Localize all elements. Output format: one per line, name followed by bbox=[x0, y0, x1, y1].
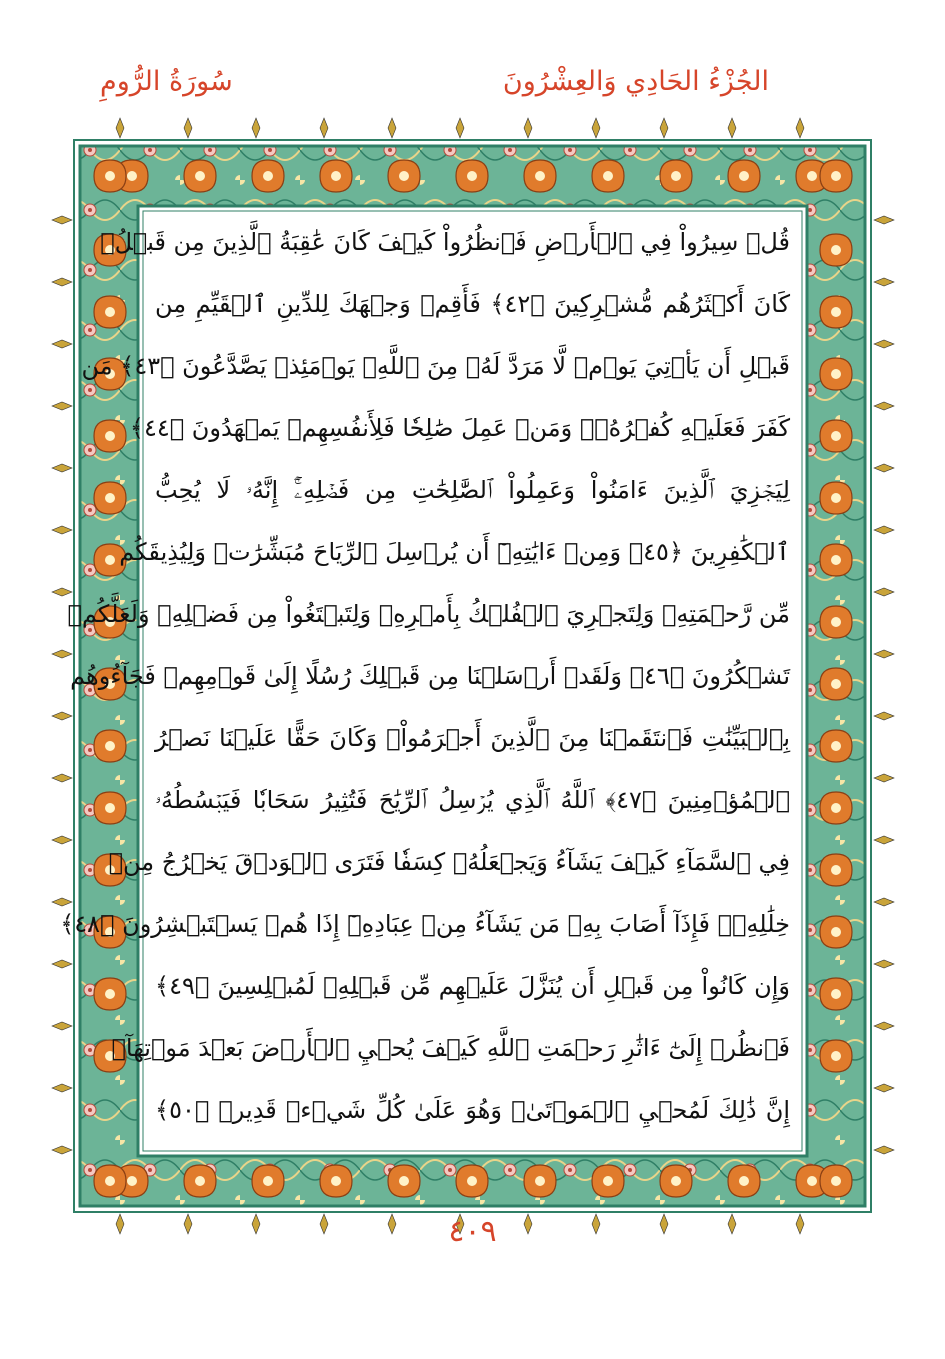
medallion-center bbox=[831, 555, 841, 565]
medallion-center bbox=[831, 865, 841, 875]
verse-line: ٱلۡكَٰفِرِينَ ﴿٤٥﴾ وَمِنۡ ءَايَٰتِهِۦٓ أَن يُرۡسِلَ ٱلرِّيَاحَ مُبَشِّرَٰتٖ وَلِيُذِيقَكُم bbox=[119, 538, 790, 566]
page-number: ٤٠٩ bbox=[448, 1214, 497, 1249]
border-tick-ornament bbox=[874, 1146, 894, 1154]
medallion-center bbox=[399, 171, 409, 181]
border-tick-ornament bbox=[728, 118, 736, 138]
medallion-center bbox=[807, 1176, 817, 1186]
medallion-center bbox=[127, 1176, 137, 1186]
border-tick-ornament bbox=[52, 464, 72, 472]
medallion-center bbox=[127, 171, 137, 181]
border-tick-ornament bbox=[52, 402, 72, 410]
border-tick-ornament bbox=[388, 118, 396, 138]
medallion-center bbox=[807, 171, 817, 181]
border-tick-ornament bbox=[660, 118, 668, 138]
surah-title: سُورَةُ الرُّومِ bbox=[100, 66, 233, 97]
medallion-center bbox=[831, 741, 841, 751]
medallion-center bbox=[831, 431, 841, 441]
medallion-center bbox=[831, 245, 841, 255]
border-tick-ornament bbox=[524, 118, 532, 138]
border-tick-ornament bbox=[52, 1084, 72, 1092]
medallion-center bbox=[105, 493, 115, 503]
medallion-center bbox=[105, 555, 115, 565]
border-tick-ornament bbox=[874, 1022, 894, 1030]
verse-line: بِٱلۡبَيِّنَٰتِ فَٱنتَقَمۡنَا مِنَ ٱلَّذِينَ أَجۡرَمُواْۖ وَكَانَ حَقًّا عَلَيۡنَا نَصۡرُ bbox=[155, 724, 790, 752]
border-tick-ornament bbox=[52, 526, 72, 534]
medallion-center bbox=[831, 617, 841, 627]
medallion-center bbox=[831, 307, 841, 317]
medallion-center bbox=[739, 171, 749, 181]
border-tick-ornament bbox=[874, 216, 894, 224]
medallion-center bbox=[331, 171, 341, 181]
border-tick-ornament bbox=[874, 340, 894, 348]
verse-line: قَبۡلِ أَن يَأۡتِيَ يَوۡمٞ لَّا مَرَدَّ لَهُۥ مِنَ ٱللَّهِۖ يَوۡمَئِذٖ يَصَّدَّعُونَ ﴿٤٣﴾ مَن bbox=[81, 352, 790, 380]
medallion-center bbox=[831, 1051, 841, 1061]
juz-title: الجُزْءُ الحَادِي وَالعِشْرُونَ bbox=[502, 66, 769, 97]
verse-line: قُلۡ سِيرُواْ فِي ٱلۡأَرۡضِ فَٱنظُرُواْ كَيۡفَ كَانَ عَٰقِبَةُ ٱلَّذِينَ مِن قَبۡلُۚ bbox=[100, 228, 790, 256]
border-tick-ornament bbox=[320, 118, 328, 138]
medallion-center bbox=[603, 1176, 613, 1186]
border-tick-ornament bbox=[252, 118, 260, 138]
border-tick-ornament bbox=[52, 960, 72, 968]
border-tick-ornament bbox=[874, 650, 894, 658]
border-tick-ornament bbox=[52, 216, 72, 224]
medallion-center bbox=[105, 431, 115, 441]
border-tick-ornament bbox=[874, 588, 894, 596]
medallion-center bbox=[105, 1176, 115, 1186]
medallion-center bbox=[831, 989, 841, 999]
border-tick-ornament bbox=[592, 118, 600, 138]
border-tick-ornament bbox=[874, 836, 894, 844]
verse-line: مِّن رَّحۡمَتِهِۦ وَلِتَجۡرِيَ ٱلۡفُلۡكُ بِأَمۡرِهِۦ وَلِتَبۡتَغُواْ مِن فَضۡلِهِۦ وَلَعَلَّكُمۡ bbox=[67, 600, 790, 628]
medallion-center bbox=[399, 1176, 409, 1186]
medallion-center bbox=[263, 1176, 273, 1186]
border-tick-ornament bbox=[874, 774, 894, 782]
border-tick-ornament bbox=[52, 712, 72, 720]
medallion-center bbox=[831, 369, 841, 379]
border-tick-ornament bbox=[874, 898, 894, 906]
border-tick-ornament bbox=[874, 278, 894, 286]
verse-line: إِنَّ ذَٰلِكَ لَمُحۡيِ ٱلۡمَوۡتَىٰۖ وَهُوَ عَلَىٰ كُلِّ شَيۡءٖ قَدِيرٞ ﴿٥٠﴾ bbox=[155, 1096, 790, 1124]
medallion-center bbox=[671, 171, 681, 181]
border-tick-ornament bbox=[52, 650, 72, 658]
medallion-center bbox=[603, 171, 613, 181]
medallion-center bbox=[831, 493, 841, 503]
verse-line: لِيَجۡزِيَ ٱلَّذِينَ ءَامَنُواْ وَعَمِلُواْ ٱلصَّٰلِحَٰتِ مِن فَضۡلِهِۦٓۚ إِنَّهُۥ لَا يُحِبُّ bbox=[155, 476, 790, 504]
medallion-center bbox=[105, 307, 115, 317]
verse-line: فَٱنظُرۡ إِلَىٰٓ ءَاثَٰرِ رَحۡمَتِ ٱللَّهِ كَيۡفَ يُحۡيِ ٱلۡأَرۡضَ بَعۡدَ مَوۡتِهَآۚ bbox=[111, 1034, 790, 1062]
border-tick-ornament bbox=[52, 340, 72, 348]
verse-line: كَانَ أَكۡثَرُهُم مُّشۡرِكِينَ ﴿٤٢﴾ فَأَقِمۡ وَجۡهَكَ لِلدِّينِ ٱلۡقَيِّمِ مِن bbox=[155, 290, 790, 318]
medallion-center bbox=[831, 171, 841, 181]
medallion-center bbox=[105, 171, 115, 181]
medallion-center bbox=[739, 1176, 749, 1186]
medallion-center bbox=[105, 803, 115, 813]
border-tick-ornament bbox=[874, 1084, 894, 1092]
border-tick-ornament bbox=[52, 1146, 72, 1154]
border-tick-ornament bbox=[874, 526, 894, 534]
border-tick-ornament bbox=[874, 464, 894, 472]
border-tick-ornament bbox=[456, 118, 464, 138]
medallion-center bbox=[195, 1176, 205, 1186]
medallion-center bbox=[263, 171, 273, 181]
medallion-center bbox=[467, 171, 477, 181]
verse-line: تَشۡكُرُونَ ﴿٤٦﴾ وَلَقَدۡ أَرۡسَلۡنَا مِن قَبۡلِكَ رُسُلًا إِلَىٰ قَوۡمِهِمۡ فَجَآءُوهُم bbox=[70, 662, 790, 690]
verse-line: وَإِن كَانُواْ مِن قَبۡلِ أَن يُنَزَّلَ عَلَيۡهِم مِّن قَبۡلِهِۦ لَمُبۡلِسِينَ ﴿٤٩﴾ bbox=[155, 972, 790, 1000]
border-tick-ornament bbox=[874, 712, 894, 720]
verse-line: فِي ٱلسَّمَآءِ كَيۡفَ يَشَآءُ وَيَجۡعَلُهُۥ كِسَفٗا فَتَرَى ٱلۡوَدۡقَ يَخۡرُجُ مِنۡ bbox=[108, 848, 790, 876]
medallion-center bbox=[671, 1176, 681, 1186]
verse-line: خِلَٰلِهِۦۖ فَإِذَآ أَصَابَ بِهِۦ مَن يَشَآءُ مِنۡ عِبَادِهِۦٓ إِذَا هُمۡ يَسۡتَبۡشِرُونَ ﴿٤٨﴾ bbox=[60, 910, 790, 938]
border-tick-ornament bbox=[184, 118, 192, 138]
medallion-center bbox=[195, 171, 205, 181]
border-tick-ornament bbox=[52, 1022, 72, 1030]
border-tick-ornament bbox=[52, 278, 72, 286]
border-tick-ornament bbox=[796, 118, 804, 138]
medallion-center bbox=[467, 1176, 477, 1186]
border-tick-ornament bbox=[874, 402, 894, 410]
border-tick-ornament bbox=[52, 836, 72, 844]
verse-text-panel bbox=[60, 213, 800, 1149]
border-tick-ornament bbox=[116, 118, 124, 138]
medallion-center bbox=[535, 171, 545, 181]
medallion-center bbox=[831, 803, 841, 813]
medallion-center bbox=[105, 989, 115, 999]
verse-line: كَفَرَ فَعَلَيۡهِ كُفۡرُهُۥۖ وَمَنۡ عَمِلَ صَٰلِحٗا فَلِأَنفُسِهِمۡ يَمۡهَدُونَ ﴿٤٤﴾ bbox=[129, 414, 790, 442]
medallion-center bbox=[831, 679, 841, 689]
border-tick-ornament bbox=[874, 960, 894, 968]
medallion-center bbox=[331, 1176, 341, 1186]
verse-line: ٱلۡمُؤۡمِنِينَ ﴿٤٧﴾ ٱللَّهُ ٱلَّذِي يُرۡسِلُ ٱلرِّيَٰحَ فَتُثِيرُ سَحَابٗا فَيَبۡسُطُهُۥ bbox=[155, 786, 790, 814]
medallion-center bbox=[105, 741, 115, 751]
border-tick-ornament bbox=[52, 774, 72, 782]
medallion-center bbox=[831, 1176, 841, 1186]
medallion-center bbox=[831, 927, 841, 937]
medallion-center bbox=[535, 1176, 545, 1186]
